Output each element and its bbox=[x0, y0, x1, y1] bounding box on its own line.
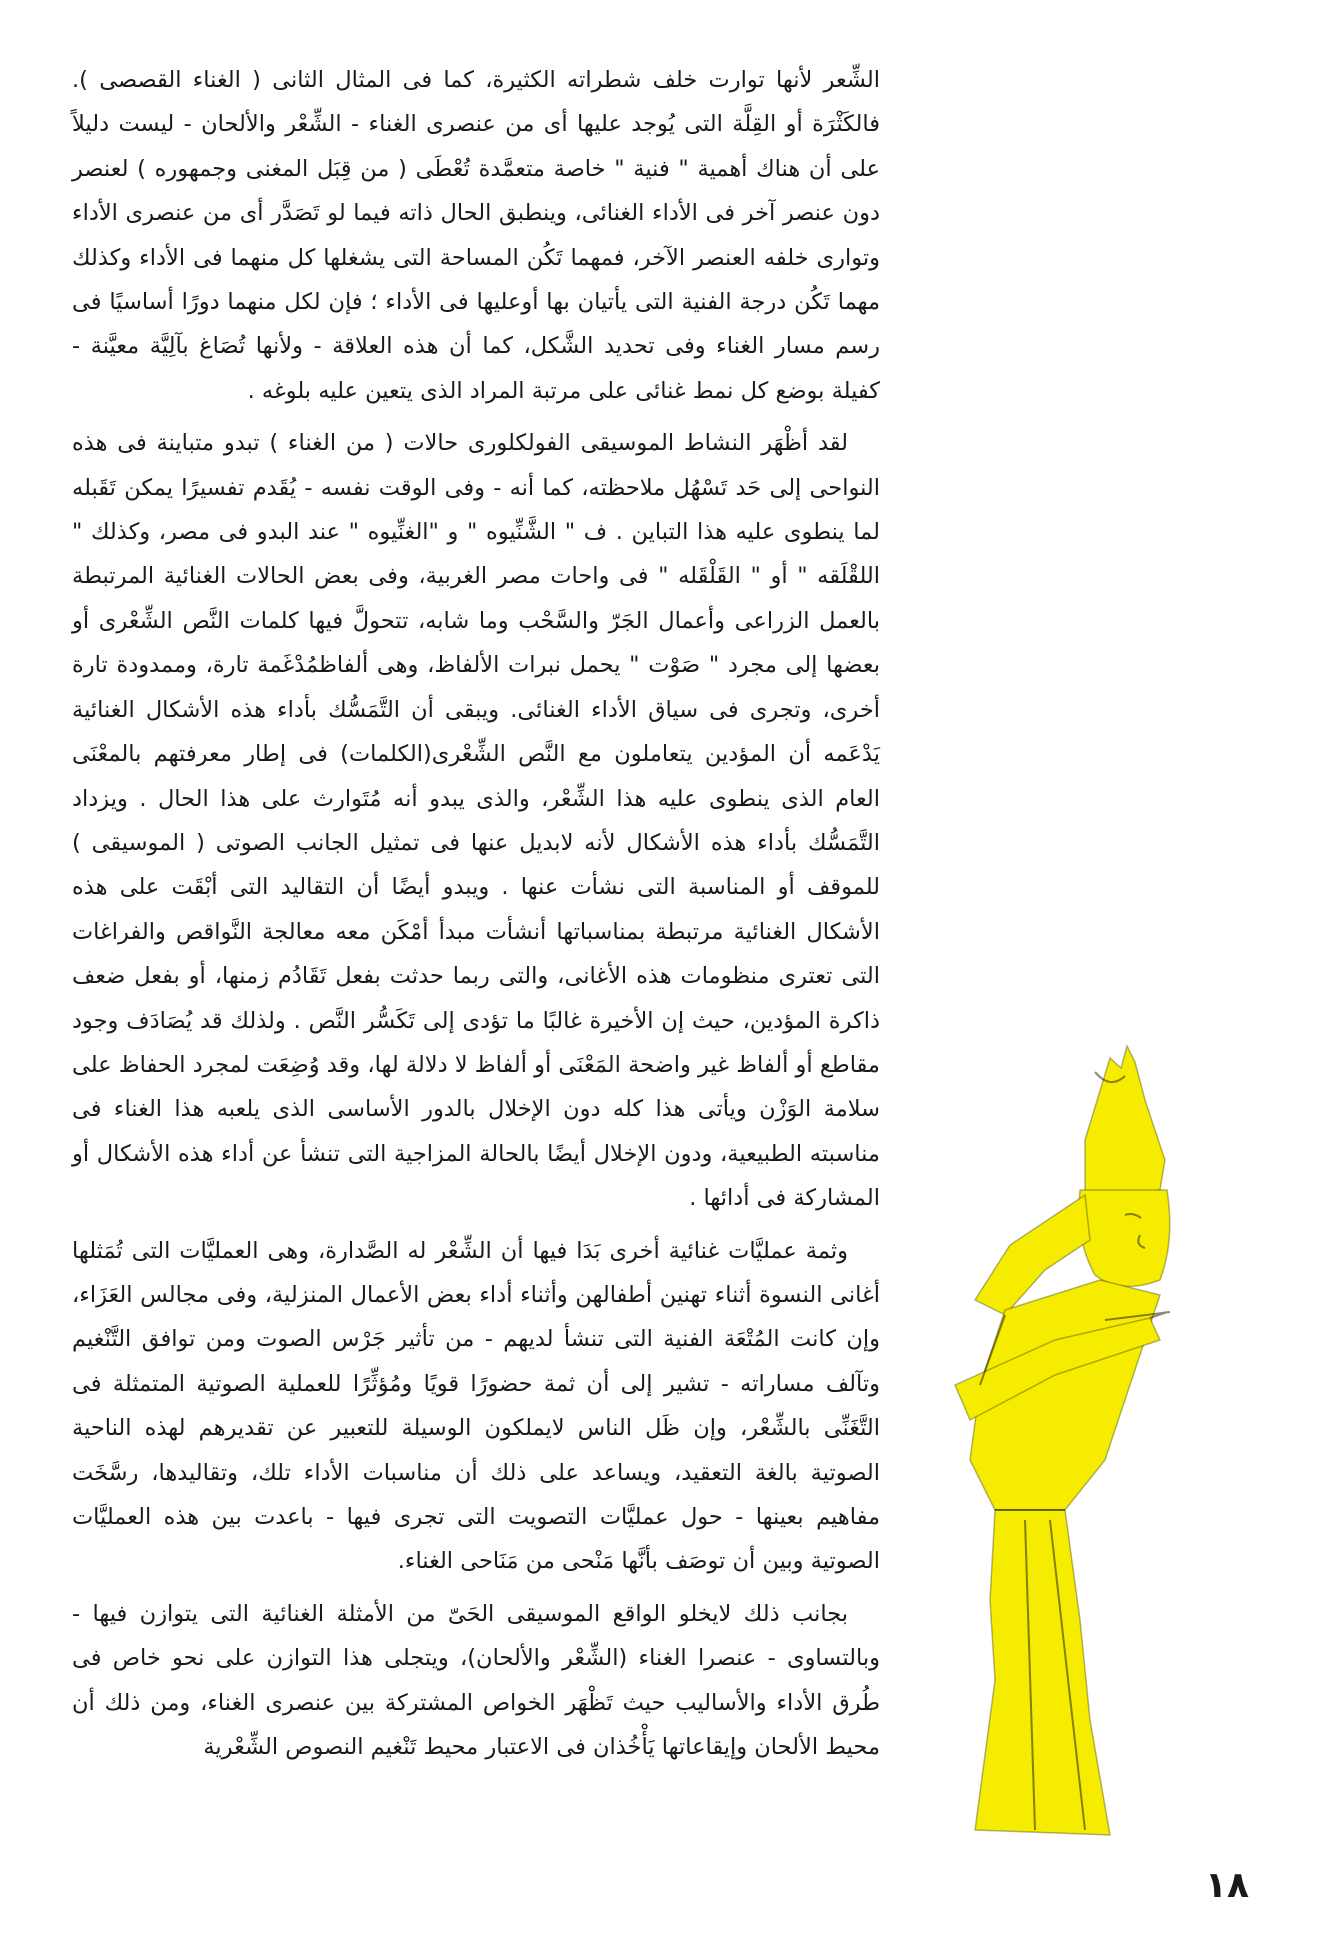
paragraph-continuation: الشِّعر لأنها توارت خلف شطراته الكثيرة، كما فى المثال الثانى ( الغناء القصصى ). فالكَثْرَة أو القِلَّة التى يُوجد عليها أى من عنصرى الغناء - الشِّعْر والألحان - ليست دليلاً على أن هناك أهمية " فنية " خاصة متعمَّدة تُعْطَى ( من قِبَل المغنى وجمهوره ) لعنصر دون عنصر آخر فى الأداء الغنائى، وينطبق الحال ذاته فيما لو تَصَدَّر أى من عنصرى الأداء وتوارى خلفه العنصر الآخر، فمهما تَكُن المساحة التى يشغلها كل منهما فى الأداء وكذلك مهما تَكُن درجة الفنية التى يأتيان بها أوعليها فى الأداء ؛ فإن لكل منهما دورًا أساسيًا فى رسم مسار الغناء وفى تحديد الشَّكل، كما أن هذه العلاقة - ولأنها تُصَاغ بآلِيَّة معيَّنة - كفيلة بوضع كل نمط غنائى على مرتبة المراد الذى يتعين عليه بلوغه . bbox=[72, 67, 880, 404]
flute-player-drawing bbox=[935, 1040, 1290, 1840]
paragraph-balance: بجانب ذلك لايخلو الواقع الموسيقى الحَىّ من الأمثلة الغنائية التى يتوازن فيها - وبالتساوى - عنصرا الغناء (الشِّعْر والألحان)، ويتجلى هذا التوازن على نحو خاص فى طُرق الأداء والأساليب حيث تَظْهَر الخواص المشتركة بين عنصرى الغناء، ومن ذلك أن محيط الألحان وإيقاعاتها يَأْخُذان فى الاعتبار محيط تَنْغيم النصوص الشِّعْرية bbox=[72, 1600, 880, 1761]
musician-playing-flute-illustration bbox=[935, 1040, 1290, 1840]
paragraph-folk-music: لقد أظْهَر النشاط الموسيقى الفولكلورى حالات ( من الغناء ) تبدو متباينة فى هذه النواحى إلى حَد تَسْهُل ملاحظته، كما أنه - وفى الوقت نفسه - يُقَدم تفسيرًا يمكن تَقَبله لما ينطوى عليه هذا التباين . ف " الشَّنِّيوه " و "الغنِّيوه " عند البدو فى مصر، وكذلك " اللقْلَقه " أو " القَلْقَله " فى واحات مصر الغربية، وفى بعض الحالات الغنائية المرتبطة بالعمل الزراعى وأعمال الجَرّ والسَّحْب وما شابه، تتحولَّ فيها كلمات النَّص الشِّعْرى أو بعضها إلى مجرد " صَوْت " يحمل نبرات الألفاظ، وهى ألفاظمُدْغَمة تارة، وممدودة تارة أخرى، وتجرى فى سياق الأداء الغنائى. ويبقى أن التَّمَسُّك بأداء هذه الأشكال الغنائية يَدْعَمه أن المؤدين يتعاملون مع النَّص الشِّعْرى(الكلمات) فى إطار معرفتهم بالمعْنَى العام الذى ينطوى عليه هذا الشِّعْر، والذى يبدو أنه مُتَوارث على هذا الحال . ويزداد التَّمَسُّك بأداء هذه الأشكال لأنه لابديل عنها فى تمثيل الجانب الصوتى ( الموسيقى ) للموقف أو المناسبة التى نشأت عنها . ويبدو أيضًا أن التقاليد التى أبْقَت على هذه الأشكال الغنائية مرتبطة بمناسباتها أنشأت مبدأ أمْكَن معه معالجة النَّواقص والفراغات التى تعترى منظومات هذه الأغانى، والتى ربما حدثت بفعل تَقَادُم زمنها، أو بفعل ضعف ذاكرة المؤدين، حيث إن الأخيرة غالبًا ما تؤدى إلى تَكَسُّر النَّص . ولذلك قد يُصَادَف وجود مقاطع أو ألفاظ غير واضحة المَعْنَى أو ألفاظ لا دلالة لها، وقد وُضِعَت لمجرد الحفاظ على سلامة الوَزْن ويأتى هذا كله دون الإخلال بالدور الأساسى الذى يلعبه هذا الغناء فى مناسبته الطبيعية، ودون الإخلال أيضًا بالحالة المزاجية التى تنشأ عن أداء هذه الأشكال أو المشاركة فى أدائها . bbox=[72, 430, 880, 1212]
paragraph-women-songs: وثمة عمليَّات غنائية أخرى بَدَا فيها أن الشِّعْر له الصَّدارة، وهى العمليَّات التى تُمَثلها أغانى النسوة أثناء تهنين أطفالهن وأثناء أداء بعض الأعمال المنزلية، وفى مجالس العَزَاء، وإن كانت المُتْعَة الفنية التى تنشأ لديهم - من تأثير جَرْس الصوت ومن توافق التَّنْغيم وتآلف مساراته - تشير إلى أن ثمة حضورًا قويًا ومُؤثِّرًا للعملية الصوتية المتمثلة فى التَّغَنِّى بالشِّعْر، وإن ظَل الناس لايملكون الوسيلة للتعبير عن تقديرهم لهذه الناحية الصوتية بالغة التعقيد، ويساعد على ذلك أن مناسبات الأداء تلك، وتقاليدها، رسَّخَت مفاهيم بعينها - حول عمليَّات التصويت التى تجرى فيها - باعدت بين هذه العمليَّات الصوتية وبين أن توصَف بأنَّها مَنْحى من مَنَاحى الغناء. bbox=[72, 1237, 880, 1575]
page-number: ١٨ bbox=[1205, 1865, 1249, 1906]
body-text bbox=[72, 58, 880, 1777]
